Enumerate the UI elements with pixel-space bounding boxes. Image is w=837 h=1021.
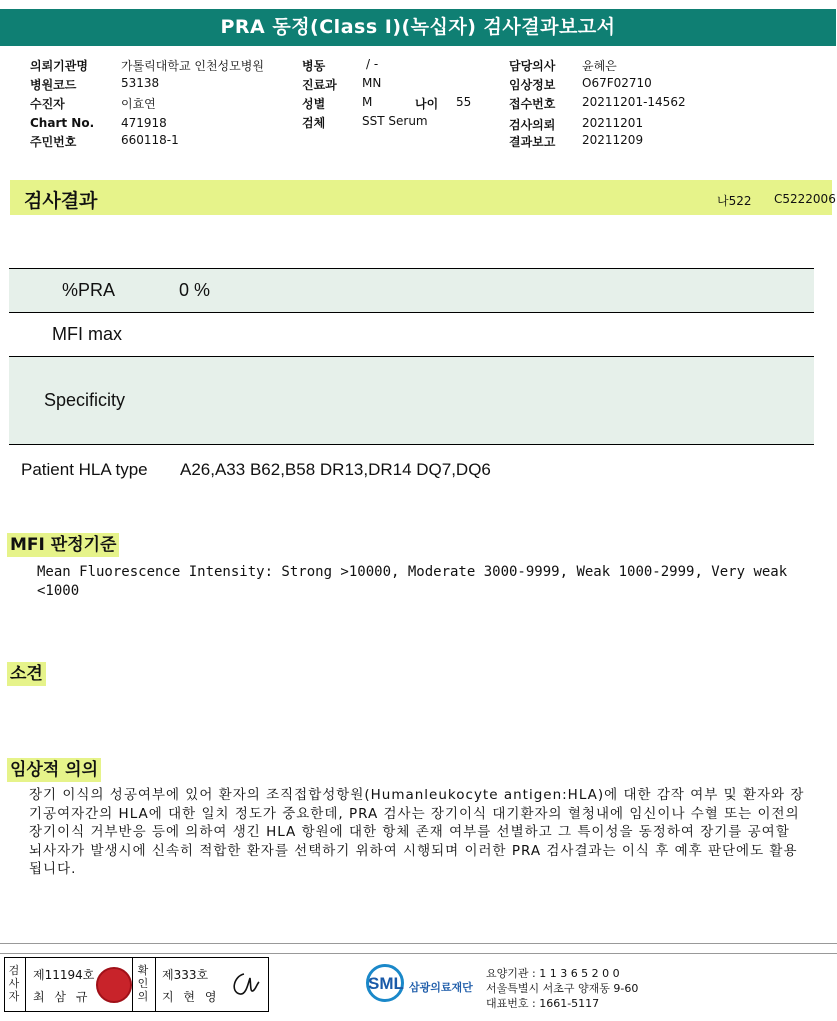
institution-code: 요양기관 : 1 1 3 6 5 2 0 0 xyxy=(486,967,620,980)
tester-license-no: 제11194호 xyxy=(33,968,95,982)
hla-type-value: A26,A33 B62,B58 DR13,DR14 DQ7,DQ6 xyxy=(180,460,491,479)
requester-label: 의뢰기관명 xyxy=(30,59,88,73)
resident-no-value: 660118-1 xyxy=(121,133,179,147)
table-divider xyxy=(9,444,814,445)
opinion-title: 소견 xyxy=(7,662,46,686)
request-date-label: 검사의뢰 xyxy=(509,118,556,132)
clinical-significance-title: 임상적 의의 xyxy=(7,758,101,782)
footer-divider xyxy=(0,953,837,954)
ward-value: / - xyxy=(366,57,379,71)
hla-type-label: Patient HLA type xyxy=(21,460,148,479)
report-date-value: 20211209 xyxy=(582,133,644,147)
tester-name: 최 삼 규 xyxy=(33,990,91,1004)
chart-no-value: 471918 xyxy=(121,116,167,130)
organization-name: 삼광의료재단 xyxy=(409,981,473,994)
pra-label: %PRA xyxy=(62,280,116,300)
footer-divider xyxy=(0,943,837,944)
clinical-significance-text: 장기 이식의 성공여부에 있어 환자의 조직접합성항원(Humanleukocyte antigen:HLA)에 대한 감작 여부 및 환자와 장기공여자간의 HLA에 대한 일치 정도가 중요한데, PRA 검사는 장기이식 대기환자의 혈청내에 임신이나 수혈 또는 이전의 장기이식 거부반응 등에 의하여 생긴 HLA 항원에 대한 항체 존재 여부를 선별하고 그 특이성을 동정하여 장기를 공여할 뇌사자가 발생시에 신속히 적합한 환자를 선택하기 위하여 시행되며 이러한 PRA 검사결과는 이식 후 예후 판단에도 활용됩니다. xyxy=(29,787,805,877)
patient-value: 이효연 xyxy=(121,97,156,111)
confirmer-signature-icon xyxy=(226,966,262,1002)
resident-no-label: 주민번호 xyxy=(30,135,77,149)
request-date-value: 20211201 xyxy=(582,116,644,130)
chart-no-label: Chart No. xyxy=(30,116,95,130)
report-date-label: 결과보고 xyxy=(509,135,556,149)
mfi-criteria-text: Mean Fluorescence Intensity: Strong >10000, Moderate 3000-9999, Weak 1000-2999, Very weak <1000 xyxy=(37,564,788,599)
specificity-row xyxy=(9,356,814,444)
table-divider xyxy=(9,356,814,357)
specificity-label: Specificity xyxy=(44,390,126,410)
age-label: 나이 xyxy=(415,97,439,111)
age-value: 55 xyxy=(456,95,472,109)
result-section-band xyxy=(10,180,832,215)
hospital-code-value: 53138 xyxy=(121,76,160,90)
confirmer-license-no: 제333호 xyxy=(162,968,209,982)
pra-row xyxy=(9,268,814,312)
pra-value: 0 % xyxy=(179,280,211,300)
requester-value: 가톨릭대학교 인천성모병원 xyxy=(121,59,264,73)
test-code: 나522 xyxy=(717,194,752,208)
clinical-info-value: O67F02710 xyxy=(582,76,652,90)
signature-divider xyxy=(25,958,26,1011)
address: 서울특별시 서초구 양재동 9-60 xyxy=(486,982,639,995)
test-order-code: C5222006 xyxy=(774,192,836,206)
hospital-code-label: 병원코드 xyxy=(30,78,77,92)
doctor-value: 윤혜은 xyxy=(582,59,617,73)
tester-seal xyxy=(96,967,132,1003)
report-title: PRA 동정(Class I)(녹십자) 검사결과보고서 xyxy=(0,9,836,46)
result-section-title: 검사결과 xyxy=(24,190,98,212)
table-divider xyxy=(9,268,814,269)
accession-label: 접수번호 xyxy=(509,97,556,111)
specimen-label: 검체 xyxy=(302,116,326,130)
confirmer-title: 확인의 xyxy=(137,964,149,1003)
ward-label: 병동 xyxy=(302,59,326,73)
mfi-max-label: MFI max xyxy=(52,324,122,344)
sex-label: 성별 xyxy=(302,97,326,111)
doctor-label: 담당의사 xyxy=(509,59,556,73)
tester-title: 검사자 xyxy=(8,964,20,1003)
confirmer-name: 지 현 영 xyxy=(162,990,220,1004)
patient-label: 수진자 xyxy=(30,97,65,111)
department-value: MN xyxy=(362,76,382,90)
clinical-info-label: 임상정보 xyxy=(509,78,556,92)
signature-divider xyxy=(155,958,156,1011)
sex-value: M xyxy=(362,95,373,109)
table-divider xyxy=(9,312,814,313)
specimen-value: SST Serum xyxy=(362,114,428,128)
accession-value: 20211201-14562 xyxy=(582,95,686,109)
signature-divider xyxy=(132,958,133,1011)
department-label: 진료과 xyxy=(302,78,337,92)
phone: 대표번호 : 1661-5117 xyxy=(486,997,600,1010)
mfi-criteria-title: MFI 판정기준 xyxy=(7,533,119,557)
sml-logo-text: SML xyxy=(368,974,404,993)
